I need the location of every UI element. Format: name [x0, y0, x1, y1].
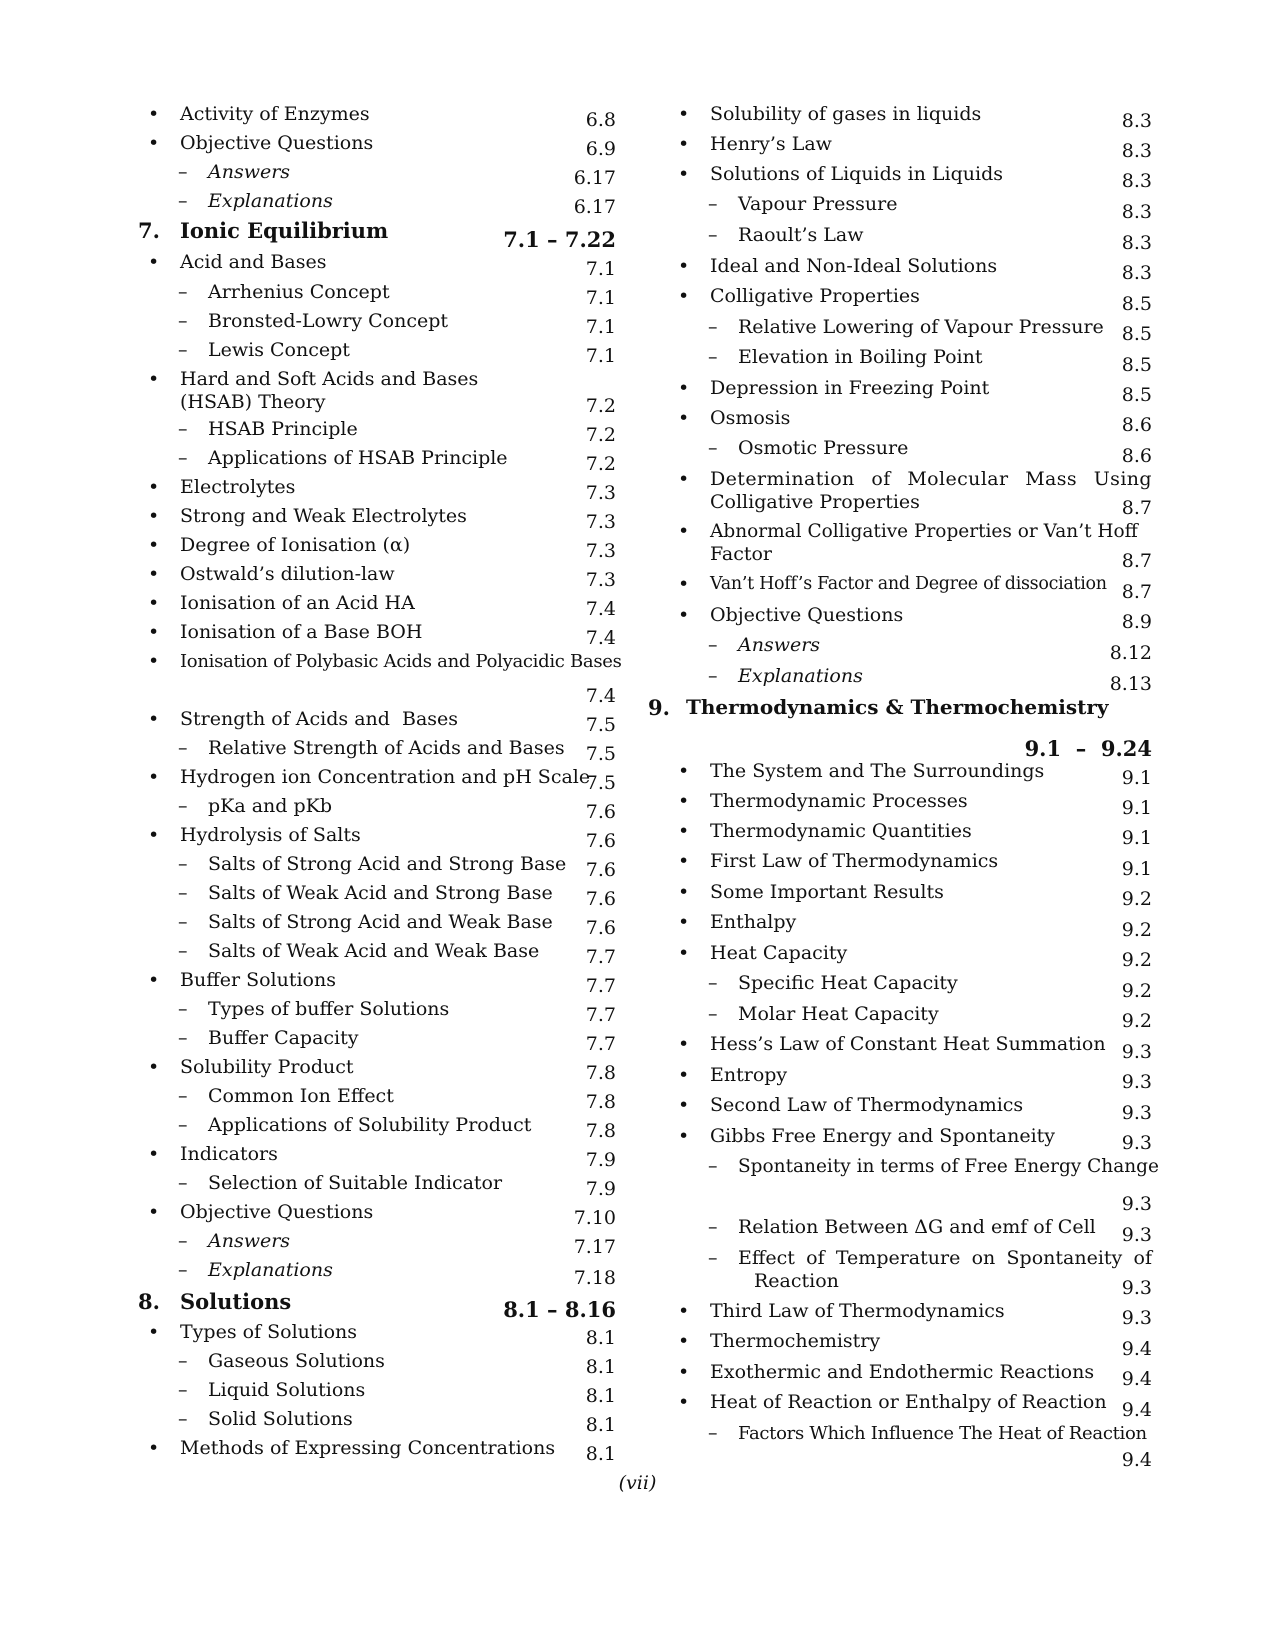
dash-icon: –: [708, 346, 718, 368]
toc-entry: • Colligative Properties 8.5: [678, 285, 1152, 315]
bullet-icon: •: [678, 1300, 690, 1322]
bullet-icon: •: [148, 1321, 160, 1343]
toc-entry: • Strength of Acids and Bases 7.5: [148, 708, 616, 736]
dash-icon: –: [708, 193, 718, 215]
dash-icon: –: [178, 1408, 188, 1430]
toc-entry: – Elevation in Boiling Point 8.5: [708, 346, 1152, 376]
toc-entry: • Thermodynamic Processes 9.1: [678, 790, 1152, 819]
toc-entry: – Solid Solutions 8.1: [178, 1408, 616, 1436]
toc-entry: • Strong and Weak Electrolytes 7.3: [148, 505, 616, 533]
toc-right-column: [648, 103, 1159, 1472]
bullet-icon: •: [678, 942, 690, 964]
toc-entry: – HSAB Principle 7.2: [178, 418, 616, 446]
toc-entry: • Ionisation of a Base BOH 7.4: [148, 621, 616, 649]
toc-entry: • Buffer Solutions 7.7: [148, 969, 616, 997]
dash-icon: –: [708, 972, 718, 994]
dash-icon: –: [178, 998, 188, 1020]
dash-icon: –: [178, 1114, 188, 1136]
bullet-icon: •: [148, 708, 160, 730]
toc-entry: • Depression in Freezing Point 8.5: [678, 377, 1152, 406]
toc-entry: – Selection of Suitable Indicator 7.9: [178, 1172, 616, 1200]
dash-icon: –: [178, 190, 188, 212]
dash-icon: –: [178, 1027, 188, 1049]
toc-entry: • Ostwald’s dilution-law 7.3: [148, 563, 616, 591]
dash-icon: –: [708, 437, 718, 459]
bullet-icon: •: [678, 163, 690, 185]
toc-entry: • Electrolytes 7.3: [148, 476, 616, 504]
toc-entry: • Objective Questions 6.9: [148, 132, 616, 160]
dash-icon: –: [178, 940, 188, 962]
bullet-icon: •: [148, 534, 160, 556]
dash-icon: –: [178, 1172, 188, 1194]
bullet-icon: •: [148, 476, 160, 498]
toc-entry: • Acid and Bases 7.1: [148, 251, 616, 280]
dash-icon: –: [178, 418, 188, 440]
bullet-icon: •: [678, 911, 690, 933]
toc-entry: – Salts of Weak Acid and Weak Base 7.7: [178, 940, 616, 968]
dash-icon: –: [178, 853, 188, 875]
dash-icon: –: [708, 1247, 718, 1269]
bullet-icon: •: [678, 255, 690, 277]
bullet-icon: •: [148, 1056, 160, 1078]
dash-icon: –: [708, 316, 718, 338]
toc-entry: • Activity of Enzymes 6.8: [148, 103, 616, 131]
bullet-icon: •: [148, 103, 160, 125]
toc-entry: – Common Ion Effect 7.8: [178, 1085, 616, 1113]
bullet-icon: •: [678, 604, 690, 626]
toc-entry: • Thermodynamic Quantities 9.1: [678, 820, 1152, 849]
toc-entry: – Relative Lowering of Vapour Pressure 8.5: [708, 316, 1152, 345]
bullet-icon: •: [148, 505, 160, 527]
toc-entry: • Henry’s Law 8.3: [678, 133, 1152, 162]
dash-icon: –: [708, 1422, 718, 1444]
toc-entry: – Liquid Solutions 8.1: [178, 1379, 616, 1407]
toc-entry: • Ideal and Non-Ideal Solutions 8.3: [678, 255, 1152, 284]
dash-icon: –: [708, 1216, 718, 1238]
dash-icon: –: [178, 795, 188, 817]
toc-entry: – Answers 8.12: [708, 634, 1152, 664]
bullet-icon: •: [148, 766, 160, 788]
bullet-icon: •: [148, 368, 160, 390]
toc-entry: – Explanations 7.18: [178, 1259, 616, 1289]
toc-entry: – Osmotic Pressure 8.6: [708, 437, 1152, 467]
toc-entry: – Lewis Concept 7.1: [178, 339, 616, 367]
bullet-icon: •: [148, 563, 160, 585]
bullet-icon: •: [148, 1201, 160, 1223]
toc-entry: • Ionisation of Polybasic Acids and Polyacidic Bases 7.4: [148, 650, 622, 707]
toc-entry: – Relative Strength of Acids and Bases 7.5: [178, 737, 616, 765]
toc-entry: • Second Law of Thermodynamics 9.3: [678, 1094, 1152, 1124]
toc-entry: • Determination of Molecular Mass Using Colligative Properties 8.7: [678, 468, 1152, 519]
bullet-icon: •: [678, 1033, 690, 1055]
bullet-icon: •: [678, 1094, 690, 1116]
dash-icon: –: [708, 665, 718, 687]
toc-entry: • Hydrolysis of Salts 7.6: [148, 824, 616, 852]
chapter-heading: 9. Thermodynamics & Thermochemistry 9.1 – 9.24: [648, 695, 1152, 761]
dash-icon: –: [178, 1259, 188, 1281]
toc-entry: – Effect of Temperature on Spontaneity of Reaction 9.3: [708, 1247, 1152, 1299]
bullet-icon: •: [678, 1125, 690, 1147]
bullet-icon: •: [678, 573, 690, 595]
bullet-icon: •: [678, 760, 690, 782]
bullet-icon: •: [678, 1361, 690, 1383]
dash-icon: –: [178, 339, 188, 361]
toc-entry: – Salts of Weak Acid and Strong Base 7.6: [178, 882, 616, 910]
toc-entry: – Applications of HSAB Principle 7.2: [178, 447, 616, 475]
toc-entry: • Third Law of Thermodynamics 9.3: [678, 1300, 1152, 1329]
bullet-icon: •: [678, 1391, 690, 1413]
toc-entry: • Gibbs Free Energy and Spontaneity 9.3: [678, 1125, 1152, 1154]
toc-entry: • The System and The Surroundings 9.1: [678, 760, 1152, 789]
toc-entry: • Objective Questions 7.10: [148, 1201, 616, 1229]
toc-entry: – Relation Between ΔG and emf of Cell 9.3: [708, 1216, 1152, 1246]
page-number: (vii): [618, 1472, 657, 1494]
chapter-heading: 8. Solutions 8.1 – 8.16: [138, 1289, 616, 1322]
toc-entry: • Hard and Soft Acids and Bases (HSAB) Theory 7.2: [148, 368, 616, 417]
toc-entry: – Specific Heat Capacity 9.2: [708, 972, 1152, 1002]
dash-icon: –: [178, 310, 188, 332]
dash-icon: –: [178, 1230, 188, 1252]
toc-entry: – Factors Which Influence The Heat of Reaction 9.4: [708, 1422, 1152, 1471]
toc-entry: – Types of buffer Solutions 7.7: [178, 998, 616, 1026]
toc-entry: • Indicators 7.9: [148, 1143, 616, 1171]
dash-icon: –: [178, 882, 188, 904]
bullet-icon: •: [678, 103, 690, 125]
bullet-icon: •: [148, 592, 160, 614]
toc-entry: • Entropy 9.3: [678, 1064, 1152, 1093]
toc-entry: • Enthalpy 9.2: [678, 911, 1152, 941]
bullet-icon: •: [148, 1437, 160, 1459]
toc-entry: • Objective Questions 8.9: [678, 604, 1152, 633]
toc-entry: • Hydrogen ion Concentration and pH Scale 7.5: [148, 766, 616, 794]
bullet-icon: •: [678, 1064, 690, 1086]
toc-entry: – Salts of Strong Acid and Strong Base 7.6: [178, 853, 616, 881]
dash-icon: –: [178, 281, 188, 303]
toc-entry: – Arrhenius Concept 7.1: [178, 281, 616, 309]
toc-entry: • Exothermic and Endothermic Reactions 9.4: [678, 1361, 1152, 1390]
toc-entry: – Molar Heat Capacity 9.2: [708, 1003, 1152, 1032]
toc-entry: – Bronsted-Lowry Concept 7.1: [178, 310, 616, 338]
bullet-icon: •: [148, 132, 160, 154]
bullet-icon: •: [678, 407, 690, 429]
toc-left-column: [138, 103, 622, 1466]
toc-entry: – pKa and pKb 7.6: [178, 795, 616, 823]
bullet-icon: •: [148, 251, 160, 273]
toc-entry: • Some Important Results 9.2: [678, 881, 1152, 910]
toc-entry: • Osmosis 8.6: [678, 407, 1152, 436]
toc-entry: – Salts of Strong Acid and Weak Base 7.6: [178, 911, 616, 939]
bullet-icon: •: [678, 133, 690, 155]
toc-entry: • Solubility of gases in liquids 8.3: [678, 103, 1152, 132]
dash-icon: –: [178, 1085, 188, 1107]
dash-icon: –: [178, 911, 188, 933]
toc-entry: • Types of Solutions 8.1: [148, 1321, 616, 1349]
toc-entry: – Explanations 6.17: [178, 190, 616, 218]
toc-entry: • Hess’s Law of Constant Heat Summation 9.3: [678, 1033, 1152, 1063]
chapter-heading: 7. Ionic Equilibrium 7.1 – 7.22: [138, 218, 616, 252]
dash-icon: –: [178, 737, 188, 759]
toc-entry: • Heat Capacity 9.2: [678, 942, 1152, 971]
bullet-icon: •: [678, 820, 690, 842]
dash-icon: –: [708, 1155, 718, 1177]
toc-entry: – Applications of Solubility Product 7.8: [178, 1114, 616, 1142]
toc-entry: – Explanations 8.13: [708, 665, 1152, 695]
bullet-icon: •: [148, 621, 160, 643]
dash-icon: –: [178, 161, 188, 183]
toc-entry: – Vapour Pressure 8.3: [708, 193, 1152, 223]
toc-entry: – Answers 7.17: [178, 1230, 616, 1258]
bullet-icon: •: [678, 377, 690, 399]
dash-icon: –: [708, 224, 718, 246]
bullet-icon: •: [678, 285, 690, 307]
bullet-icon: •: [678, 468, 690, 490]
bullet-icon: •: [148, 1143, 160, 1165]
bullet-icon: •: [678, 520, 690, 542]
toc-entry: • Ionisation of an Acid HA 7.4: [148, 592, 616, 620]
toc-entry: – Gaseous Solutions 8.1: [178, 1350, 616, 1378]
bullet-icon: •: [678, 1330, 690, 1352]
toc-entry: – Buffer Capacity 7.7: [178, 1027, 616, 1055]
bullet-icon: •: [148, 824, 160, 846]
toc-entry: • Solutions of Liquids in Liquids 8.3: [678, 163, 1152, 192]
toc-entry: • Solubility Product 7.8: [148, 1056, 616, 1084]
dash-icon: –: [178, 1350, 188, 1372]
dash-icon: –: [178, 1379, 188, 1401]
toc-entry: – Raoult’s Law 8.3: [708, 224, 1152, 254]
bullet-icon: •: [148, 969, 160, 991]
toc-entry: – Answers 6.17: [178, 161, 616, 189]
dash-icon: –: [708, 1003, 718, 1025]
toc-entry: – Spontaneity in terms of Free Energy Change 9.3: [708, 1155, 1159, 1215]
toc-entry: • Heat of Reaction or Enthalpy of Reaction 9.4: [678, 1391, 1152, 1421]
bullet-icon: •: [148, 650, 160, 672]
bullet-icon: •: [678, 790, 690, 812]
toc-entry: • Van’t Hoff’s Factor and Degree of dissociation 8.7: [678, 573, 1152, 603]
dash-icon: –: [708, 634, 718, 656]
bullet-icon: •: [678, 881, 690, 903]
bullet-icon: •: [678, 850, 690, 872]
toc-entry: • Abnormal Colligative Properties or Van’t Hoff Factor 8.7: [678, 520, 1152, 572]
toc-entry: • Methods of Expressing Concentrations 8.1: [148, 1437, 616, 1465]
toc-entry: • Degree of Ionisation (α) 7.3: [148, 534, 616, 562]
toc-entry: • Thermochemistry 9.4: [678, 1330, 1152, 1360]
dash-icon: –: [178, 447, 188, 469]
toc-entry: • First Law of Thermodynamics 9.1: [678, 850, 1152, 880]
